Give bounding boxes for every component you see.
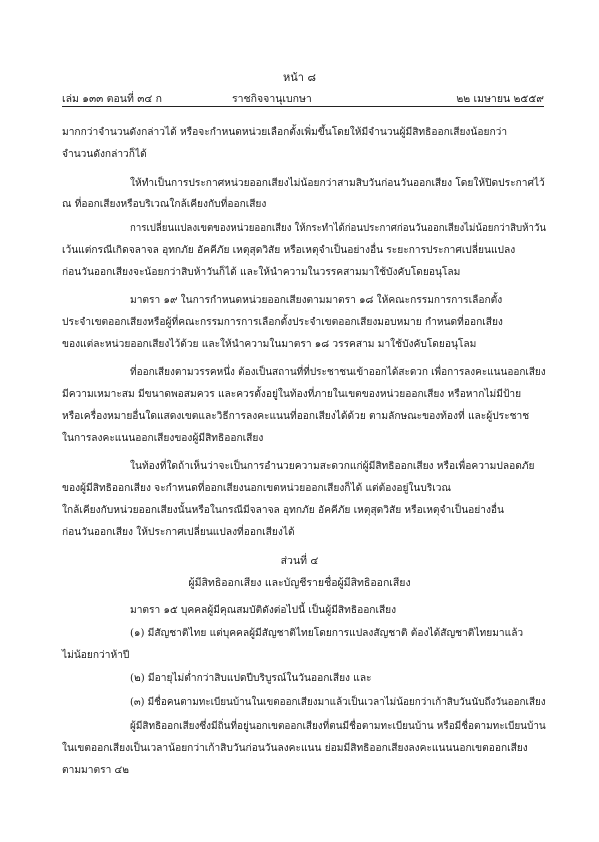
body-line: ในท้องที่ใดถ้าเห็นว่าจะเป็นการอำนวยความสะดวกแก่ผู้มีสิทธิออกเสียง หรือเพื่อความปลอดภัย bbox=[130, 461, 535, 472]
body-line: จำนวนดังกล่าวก็ได้ bbox=[62, 149, 147, 160]
body-line: ประจำเขตออกเสียงหรือผู้ที่คณะกรรมการการเลือกตั้งประจำเขตออกเสียงมอบหมาย กำหนดที่ออกเสียง bbox=[62, 317, 503, 328]
gazette-header bbox=[62, 90, 544, 106]
clause-1-line: (๑) มีสัญชาติไทย แต่บุคคลผู้มีสัญชาติไทยโดยการแปลงสัญชาติ ต้องได้สัญชาติไทยมาแล้ว bbox=[130, 628, 524, 639]
body-line: ณ ที่ออกเสียงหรือบริเวณใกล้เคียงกับที่ออกเสียง bbox=[62, 199, 267, 210]
header-rule bbox=[62, 106, 544, 107]
body-line: มากกว่าจำนวนดังกล่าวได้ หรือจะกำหนดหน่วยเลือกตั้งเพิ่มขึ้นโดยให้มีจำนวนผู้มีสิทธิออกเสียงน้อยกว่า bbox=[62, 127, 508, 138]
gazette-title: ราชกิจจานุเบกษา bbox=[232, 93, 312, 105]
body-line: ในเขตออกเสียงเป็นเวลาน้อยกว่าเก้าสิบวันก่อนวันลงคะแนน ย่อมมีสิทธิออกเสียงลงคะแนนนอกเขตออกเสียง bbox=[62, 743, 528, 754]
body-line: ผู้มีสิทธิออกเสียงซึ่งมีถิ่นที่อยู่นอกเขตออกเสียงที่ตนมีชื่อตามทะเบียนบ้าน หรือมีชื่อตามทะเบียนบ้าน bbox=[130, 721, 546, 732]
volume-issue: เล่ม ๑๓๓ ตอนที่ ๓๔ ก bbox=[62, 93, 163, 105]
body-line: ก่อนวันออกเสียงจะน้อยกว่าสิบห้าวันก็ได้ และให้นำความในวรรคสามมาใช้บังคับโดยอนุโลม bbox=[62, 267, 461, 278]
body-line: ไม่น้อยกว่าห้าปี bbox=[62, 650, 130, 661]
section-15-line: มาตรา ๑๕ บุคคลผู้มีคุณสมบัติดังต่อไปนี้ เป็นผู้มีสิทธิออกเสียง bbox=[130, 605, 397, 616]
body-line: ของแต่ละหน่วยออกเสียงไว้ด้วย และให้นำความในมาตรา ๑๘ วรรคสาม มาใช้บังคับโดยอนุโลม bbox=[62, 339, 477, 350]
part-title: ผู้มีสิทธิออกเสียง และบัญชีรายชื่อผู้มีสิทธิออกเสียง bbox=[188, 577, 411, 589]
body-line: ก่อนวันออกเสียง ให้ประกาศเปลี่ยนแปลงที่ออกเสียงได้ bbox=[62, 527, 295, 538]
body-line: หรือเครื่องหมายอื่นใดแสดงเขตและวิธีการลงคะแนนที่ออกเสียงได้ด้วย ตามลักษณะของท้องที่ และผู้ประชาช bbox=[62, 411, 530, 422]
part-heading: ส่วนที่ ๔ bbox=[280, 555, 319, 567]
body-line: ของผู้มีสิทธิออกเสียง จะกำหนดที่ออกเสียงนอกเขตหน่วยออกเสียงก็ได้ แต่ต้องอยู่ในบริเวณ bbox=[62, 483, 451, 494]
clause-2-line: (๒) มีอายุไม่ต่ำกว่าสิบแปดปีบริบูรณ์ในวันออกเสียง และ bbox=[130, 673, 372, 684]
body-line: ในการลงคะแนนออกเสียงของผู้มีสิทธิออกเสียง bbox=[62, 433, 264, 444]
body-line: การเปลี่ยนแปลงเขตของหน่วยออกเสียง ให้กระทำได้ก่อนประกาศก่อนวันออกเสียงไม่น้อยกว่าสิบห้าวัน bbox=[130, 223, 546, 234]
body-line: มีความเหมาะสม มีขนาดพอสมควร และควรตั้งอยู่ในท้องที่ภายในเขตของหน่วยออกเสียง หรือหากไม่มีป้าย bbox=[62, 389, 522, 400]
body-line: ที่ออกเสียงตามวรรคหนึ่ง ต้องเป็นสถานที่ที่ประชาชนเข้าออกได้สะดวก เพื่อการลงคะแนนออกเสียง bbox=[130, 367, 546, 378]
section-19-line: มาตรา ๑๙ ในการกำหนดหน่วยออกเสียงตามมาตรา ๑๘ ให้คณะกรรมการการเลือกตั้ง bbox=[130, 295, 503, 306]
body-line: ใกล้เคียงกับหน่วยออกเสียงนั้นหรือในกรณีมีจลาจล อุทกภัย อัคคีภัย เหตุสุดวิสัย หรือเหตุจำเป็นอย่างอื่น bbox=[62, 505, 505, 516]
body-line: เว้นแต่กรณีเกิดจลาจล อุทกภัย อัคคีภัย เหตุสุดวิสัย หรือเหตุจำเป็นอย่างอื่น ระยะการประกาศเปลี่ยนแปลง bbox=[62, 245, 516, 256]
clause-3-line: (๓) มีชื่อคนตามทะเบียนบ้านในเขตออกเสียงมาแล้วเป็นเวลาไม่น้อยกว่าเก้าสิบวันนับถึงวันออกเสียง bbox=[130, 697, 546, 708]
body-line: ให้ทำเป็นการประกาศหน่วยออกเสียงไม่น้อยกว่าสามสิบวันก่อนวันออกเสียง โดยให้ปิดประกาศไว้ bbox=[130, 178, 545, 189]
body-line: ตามมาตรา ๔๒ bbox=[62, 765, 129, 776]
page-number: หน้า ๘ bbox=[283, 71, 316, 84]
publication-date: ๒๒ เมษายน ๒๕๕๙ bbox=[456, 93, 544, 105]
